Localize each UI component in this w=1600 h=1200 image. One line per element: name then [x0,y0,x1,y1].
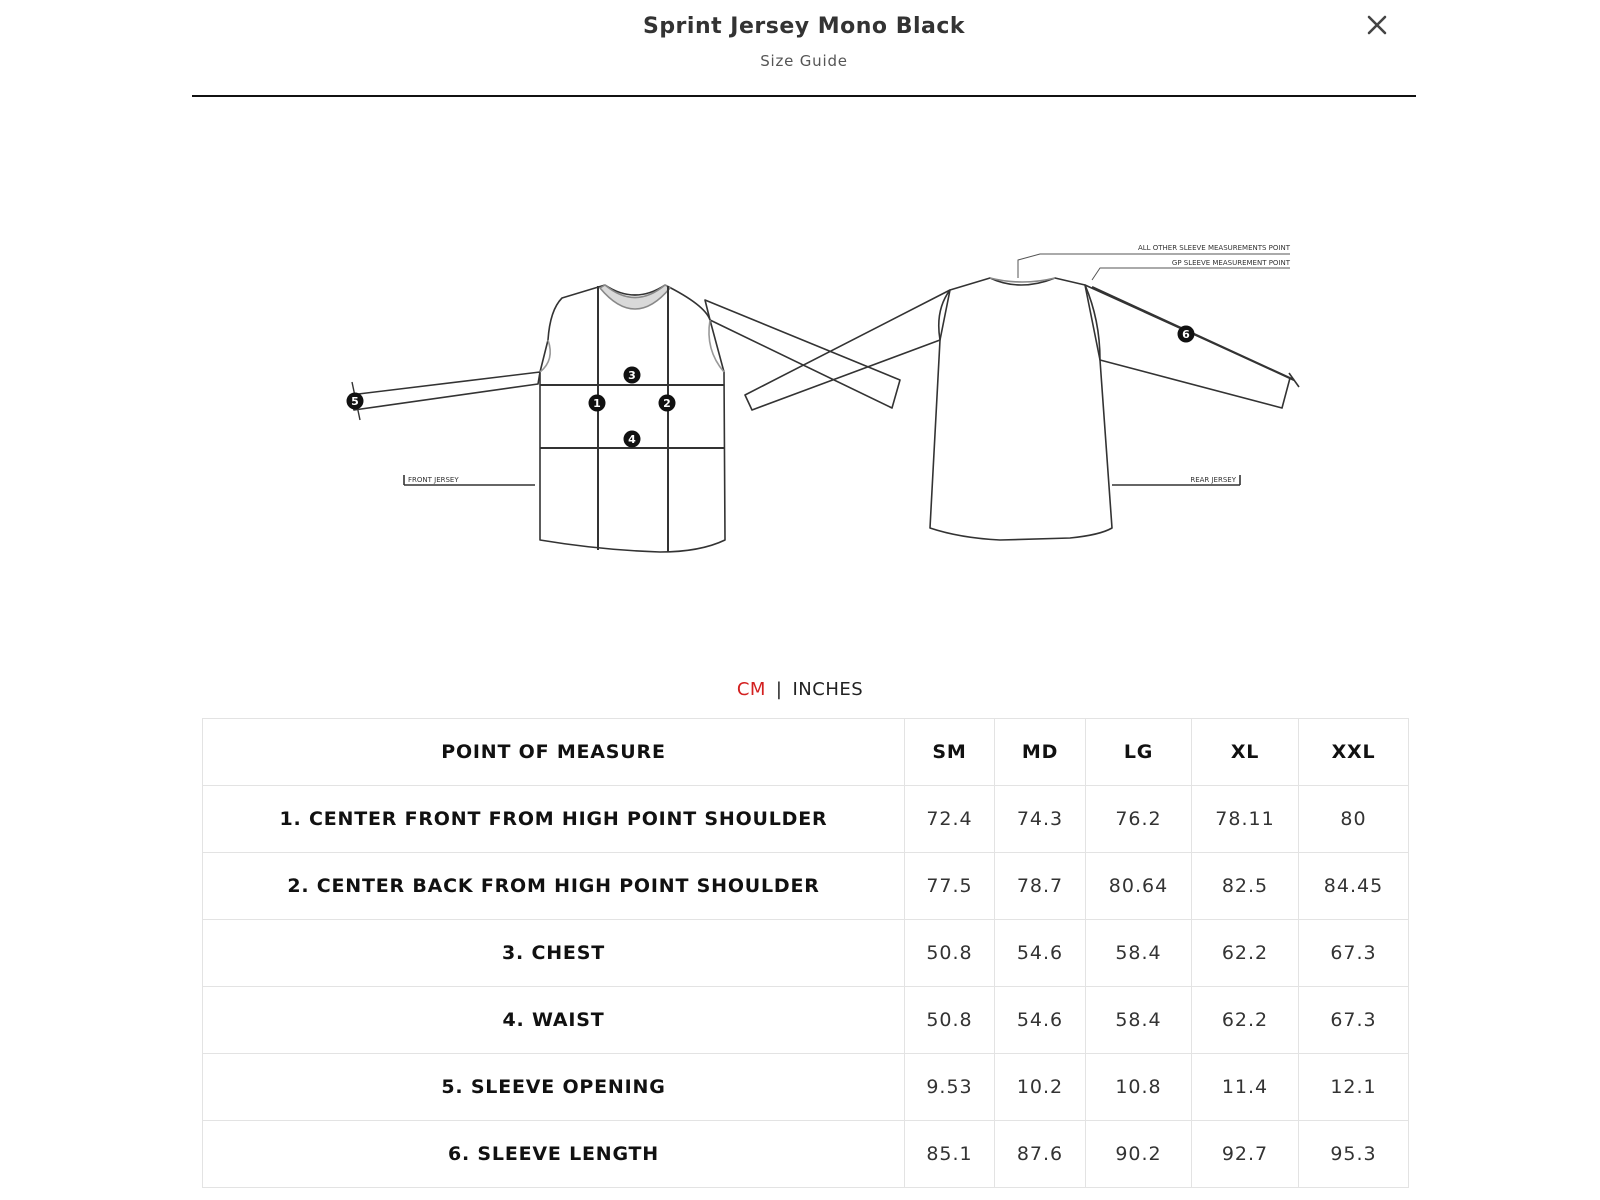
close-icon [1360,8,1394,42]
front-jersey-label: FRONT JERSEY [408,476,459,484]
row-label: 1. CENTER FRONT FROM HIGH POINT SHOULDER [203,786,905,853]
rear-jersey-drawing [745,254,1299,540]
table-cell: 90.2 [1086,1121,1192,1188]
table-cell: 95.3 [1299,1121,1409,1188]
marker-3: 3 [628,369,636,382]
header-size-md: MD [995,719,1086,786]
table-row [203,920,1409,987]
table-cell: 80 [1299,786,1409,853]
front-jersey-drawing [350,285,900,552]
table-cell: 92.7 [1192,1121,1299,1188]
product-title: Sprint Jersey Mono Black [642,14,966,39]
table-cell: 76.2 [1086,786,1192,853]
table-cell: 54.6 [995,987,1086,1054]
gp-sleeve-callout: GP SLEEVE MEASUREMENT POINT [1171,259,1290,267]
all-other-sleeve-callout: ALL OTHER SLEEVE MEASUREMENTS POINT [1137,244,1290,252]
size-guide-subtitle: Size Guide [760,52,848,70]
table-cell: 10.2 [995,1054,1086,1121]
table-row [203,853,1409,920]
marker-6: 6 [1182,328,1190,341]
row-label: 4. WAIST [203,987,905,1054]
rear-jersey-label: REAR JERSEY [1190,476,1236,484]
header-point-of-measure: POINT OF MEASURE [203,719,905,786]
table-row [203,987,1409,1054]
table-cell: 62.2 [1192,987,1299,1054]
table-cell: 62.2 [1192,920,1299,987]
row-label: 3. CHEST [203,920,905,987]
unit-cm-link[interactable]: CM [736,679,766,700]
marker-2: 2 [663,397,671,410]
header-size-xl: XL [1192,719,1299,786]
table-cell: 78.7 [995,853,1086,920]
header-size-sm: SM [905,719,995,786]
table-header-row [203,719,1409,786]
table-cell: 84.45 [1299,853,1409,920]
table-cell: 50.8 [905,920,995,987]
unit-toggle [0,679,1600,700]
marker-5: 5 [351,395,359,408]
table-cell: 78.11 [1192,786,1299,853]
table-cell: 82.5 [1192,853,1299,920]
table-cell: 54.6 [995,920,1086,987]
unit-inches-link[interactable]: INCHES [792,679,864,700]
table-cell: 80.64 [1086,853,1192,920]
header-size-lg: LG [1086,719,1192,786]
jersey-measurement-diagram [0,230,1600,570]
header-size-xxl: XXL [1299,719,1409,786]
row-label: 6. SLEEVE LENGTH [203,1121,905,1188]
table-row [203,1121,1409,1188]
table-cell: 74.3 [995,786,1086,853]
row-label: 2. CENTER BACK FROM HIGH POINT SHOULDER [203,853,905,920]
table-cell: 10.8 [1086,1054,1192,1121]
modal-header [192,0,1416,97]
table-cell: 85.1 [905,1121,995,1188]
unit-separator: | [775,679,783,700]
table-cell: 58.4 [1086,920,1192,987]
table-cell: 11.4 [1192,1054,1299,1121]
table-cell: 50.8 [905,987,995,1054]
table-cell: 67.3 [1299,920,1409,987]
size-chart-table [202,718,1409,1188]
measurement-markers [347,326,1195,448]
table-row [203,1054,1409,1121]
marker-1: 1 [593,397,601,410]
row-label: 5. SLEEVE OPENING [203,1054,905,1121]
table-cell: 12.1 [1299,1054,1409,1121]
table-cell: 72.4 [905,786,995,853]
table-row [203,786,1409,853]
marker-4: 4 [628,433,636,446]
table-cell: 58.4 [1086,987,1192,1054]
close-button[interactable] [1360,8,1394,42]
table-cell: 67.3 [1299,987,1409,1054]
table-cell: 77.5 [905,853,995,920]
table-cell: 9.53 [905,1054,995,1121]
table-cell: 87.6 [995,1121,1086,1188]
